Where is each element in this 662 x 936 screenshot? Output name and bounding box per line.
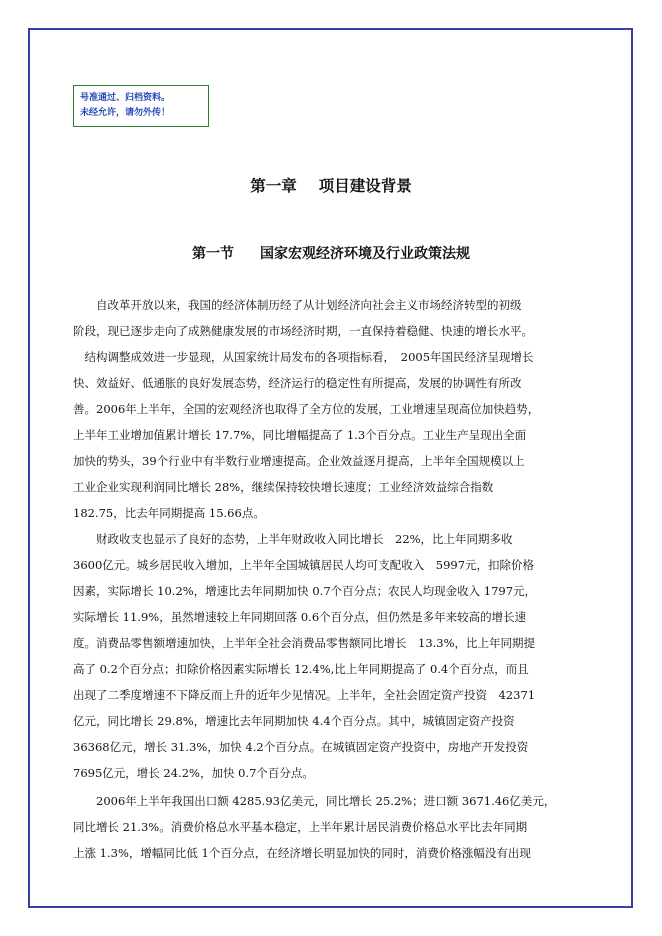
body-line: 因素，实际增长 10.2%，增速比去年同期加快 0.7个百分点；农民人均现金收入 1797元， [73,584,537,598]
body-line: 7695亿元，增长 24.2%，加快 0.7个百分点。 [73,766,314,780]
body-line: 工业企业实现利润同比增长 28%，继续保持较快增长速度；工业经济效益综合指数 [73,480,494,494]
body-line: 财政收支也显示了良好的态势，上半年财政收入同比增长 22%，比上年同期多收 [73,532,513,546]
body-line: 182.75，比去年同期提高 15.66点。 [73,506,265,520]
chapter-title: 项目建设背景 [318,177,412,195]
body-line: 自改革开放以来，我国的经济体制历经了从计划经济向社会主义市场经济转型的初级 [73,298,522,312]
body-line: 快、效益好、低通胀的良好发展态势，经济运行的稳定性有所提高，发展的协调性有所改 [73,376,522,390]
notice-line-1: 号准通过、归档资料。 [80,93,171,103]
body-line: 出现了二季度增速不下降反而上升的近年少见情况。上半年，全社会固定资产投资 42371 [73,688,536,702]
body-line: 加快的势头，39个行业中有半数行业增速提高。企业效益逐月提高，上半年全国规模以上 [73,454,525,468]
body-line: 3600亿元。城乡居民收入增加，上半年全国城镇居民人均可支配收入 5997元，扣除价格 [73,558,535,572]
body-line: 结构调整成效进一步显现，从国家统计局发布的各项指标看， 2005年国民经济呈现增长 [73,350,534,364]
body-line: 善。2006年上半年，全国的宏观经济也取得了全方位的发展，工业增速呈现高位加快趋势， [73,402,540,416]
body-line: 实际增长 11.9%，虽然增速较上年同期回落 0.6个百分点，但仍然是多年来较高的增长速 [73,610,527,624]
body-line: 同比增长 21.3%。消费价格总水平基本稳定，上半年累计居民消费价格总水平比去年同期 [73,820,528,834]
chapter-heading [0,174,662,196]
section-number: 第一节 [192,246,234,262]
notice-box [73,85,209,127]
body-line: 36368亿元，增长 31.3%，加快 4.2个百分点。在城镇固定资产投资中，房地产开发投资 [73,740,529,754]
section-title: 国家宏观经济环境及行业政策法规 [260,246,470,262]
body-line: 高了 0.2个百分点；扣除价格因素实际增长 12.4%,比上年同期提高了 0.4个百分点，而且 [73,662,529,676]
section-heading [0,243,662,263]
body-line: 度。消费品零售额增速加快，上半年全社会消费品零售额同比增长 13.3%，比上年同期提 [73,636,536,650]
body-line: 亿元，同比增长 29.8%，增速比去年同期加快 4.4个百分点。其中，城镇固定资产投资 [73,714,515,728]
body-line: 阶段，现已逐步走向了成熟健康发展的市场经济时期，一直保持着稳健、快速的增长水平。 [73,324,533,338]
body-line: 上涨 1.3%，增幅同比低 1个百分点，在经济增长明显加快的同时，消费价格涨幅没有出现 [73,846,531,860]
notice-line-2: 未经允许，请勿外传！ [80,108,171,118]
chapter-number: 第一章 [250,177,297,195]
body-line: 上半年工业增加值累计增长 17.7%，同比增幅提高了 1.3个百分点。工业生产呈现出全面 [73,428,527,442]
body-line: 2006年上半年我国出口额 4285.93亿美元，同比增长 25.2%；进口额 3671.46亿美元， [73,794,556,808]
